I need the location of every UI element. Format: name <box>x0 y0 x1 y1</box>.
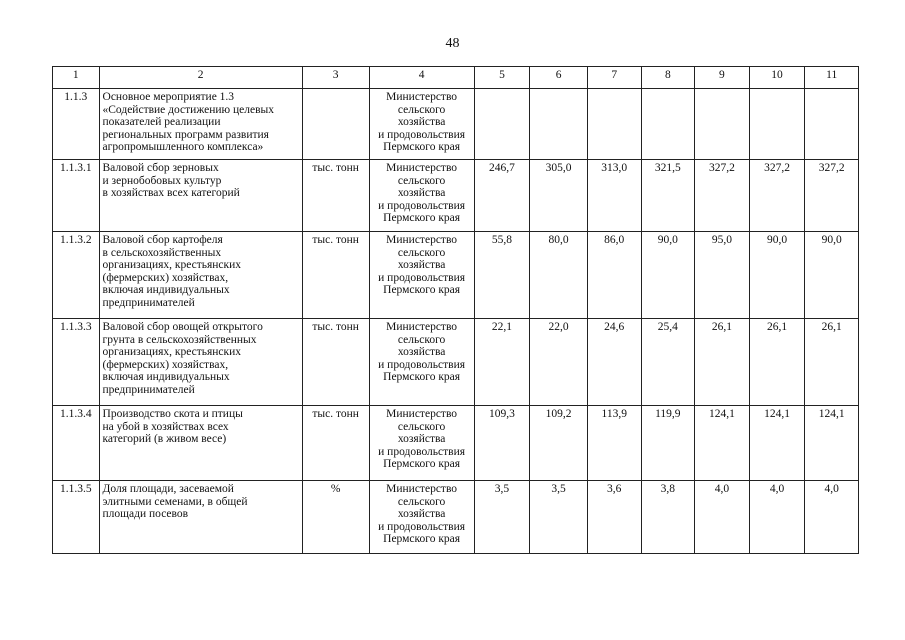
row-value: 327,2 <box>749 160 805 232</box>
row-value: 313,0 <box>587 160 641 232</box>
row-value: 90,0 <box>749 232 805 319</box>
table-row <box>53 319 859 406</box>
row-value: 327,2 <box>805 160 859 232</box>
row-code: 1.1.3.3 <box>53 319 100 406</box>
row-value: 24,6 <box>587 319 641 406</box>
row-value: 25,4 <box>641 319 695 406</box>
col-header: 2 <box>99 67 302 89</box>
row-value: 321,5 <box>641 160 695 232</box>
row-name: Валовой сбор зерновых и зернобобовых культур в хозяйствах всех категорий <box>99 160 302 232</box>
col-header: 7 <box>587 67 641 89</box>
row-value <box>805 89 859 160</box>
row-unit <box>302 89 369 160</box>
row-unit: % <box>302 481 369 554</box>
table-row <box>53 89 859 160</box>
row-code: 1.1.3.1 <box>53 160 100 232</box>
row-value: 327,2 <box>695 160 750 232</box>
row-value: 3,6 <box>587 481 641 554</box>
row-unit: тыс. тонн <box>302 406 369 481</box>
row-value: 90,0 <box>641 232 695 319</box>
col-header: 9 <box>695 67 750 89</box>
row-name: Валовой сбор картофеля в сельскохозяйственных организациях, крестьянских (фермерских) хозяйствах, включая индивидуальных предпринимателей <box>99 232 302 319</box>
row-value: 3,5 <box>474 481 530 554</box>
row-responsible: Министерство сельского хозяйства и продовольствия Пермского края <box>369 89 474 160</box>
row-value <box>695 89 750 160</box>
col-header: 1 <box>53 67 100 89</box>
row-value: 86,0 <box>587 232 641 319</box>
row-value: 4,0 <box>805 481 859 554</box>
row-value: 26,1 <box>749 319 805 406</box>
col-header: 10 <box>749 67 805 89</box>
row-value <box>530 89 588 160</box>
row-value: 55,8 <box>474 232 530 319</box>
row-value: 124,1 <box>805 406 859 481</box>
page-number: 48 <box>445 36 460 51</box>
col-header: 5 <box>474 67 530 89</box>
row-value: 113,9 <box>587 406 641 481</box>
row-code: 1.1.3.4 <box>53 406 100 481</box>
row-value: 22,1 <box>474 319 530 406</box>
row-unit: тыс. тонн <box>302 319 369 406</box>
row-value: 95,0 <box>695 232 750 319</box>
row-value: 109,3 <box>474 406 530 481</box>
row-name: Валовой сбор овощей открытого грунта в сельскохозяйственных организациях, крестьянских (фермерских) хозяйствах, включая индивидуальных предпринимателей <box>99 319 302 406</box>
table-row <box>53 481 859 554</box>
row-value <box>749 89 805 160</box>
row-value: 3,8 <box>641 481 695 554</box>
table-row <box>53 160 859 232</box>
row-value: 4,0 <box>749 481 805 554</box>
row-value: 26,1 <box>805 319 859 406</box>
header-row <box>53 67 859 89</box>
row-value: 109,2 <box>530 406 588 481</box>
row-value <box>587 89 641 160</box>
row-value: 119,9 <box>641 406 695 481</box>
row-value: 90,0 <box>805 232 859 319</box>
row-responsible: Министерство сельского хозяйства и продовольствия Пермского края <box>369 481 474 554</box>
row-value: 3,5 <box>530 481 588 554</box>
row-name: Производство скота и птицы на убой в хозяйствах всех категорий (в живом весе) <box>99 406 302 481</box>
row-value <box>641 89 695 160</box>
row-unit: тыс. тонн <box>302 160 369 232</box>
col-header: 3 <box>302 67 369 89</box>
row-code: 1.1.3 <box>53 89 100 160</box>
row-name: Основное мероприятие 1.3 «Содействие достижению целевых показателей реализации региональных программ развития агропромышленного комплекса» <box>99 89 302 160</box>
col-header: 11 <box>805 67 859 89</box>
row-value: 80,0 <box>530 232 588 319</box>
row-value: 124,1 <box>749 406 805 481</box>
row-responsible: Министерство сельского хозяйства и продовольствия Пермского края <box>369 406 474 481</box>
col-header: 6 <box>530 67 588 89</box>
row-value: 246,7 <box>474 160 530 232</box>
col-header: 8 <box>641 67 695 89</box>
row-unit: тыс. тонн <box>302 232 369 319</box>
row-value: 26,1 <box>695 319 750 406</box>
row-value: 22,0 <box>530 319 588 406</box>
row-value: 305,0 <box>530 160 588 232</box>
row-value <box>474 89 530 160</box>
row-responsible: Министерство сельского хозяйства и продовольствия Пермского края <box>369 319 474 406</box>
table-row <box>53 232 859 319</box>
row-responsible: Министерство сельского хозяйства и продовольствия Пермского края <box>369 232 474 319</box>
row-name: Доля площади, засеваемой элитными семенами, в общей площади посевов <box>99 481 302 554</box>
row-value: 124,1 <box>695 406 750 481</box>
row-value: 4,0 <box>695 481 750 554</box>
row-code: 1.1.3.5 <box>53 481 100 554</box>
indicators-table <box>52 66 859 554</box>
row-responsible: Министерство сельского хозяйства и продовольствия Пермского края <box>369 160 474 232</box>
table-row <box>53 406 859 481</box>
row-code: 1.1.3.2 <box>53 232 100 319</box>
col-header: 4 <box>369 67 474 89</box>
